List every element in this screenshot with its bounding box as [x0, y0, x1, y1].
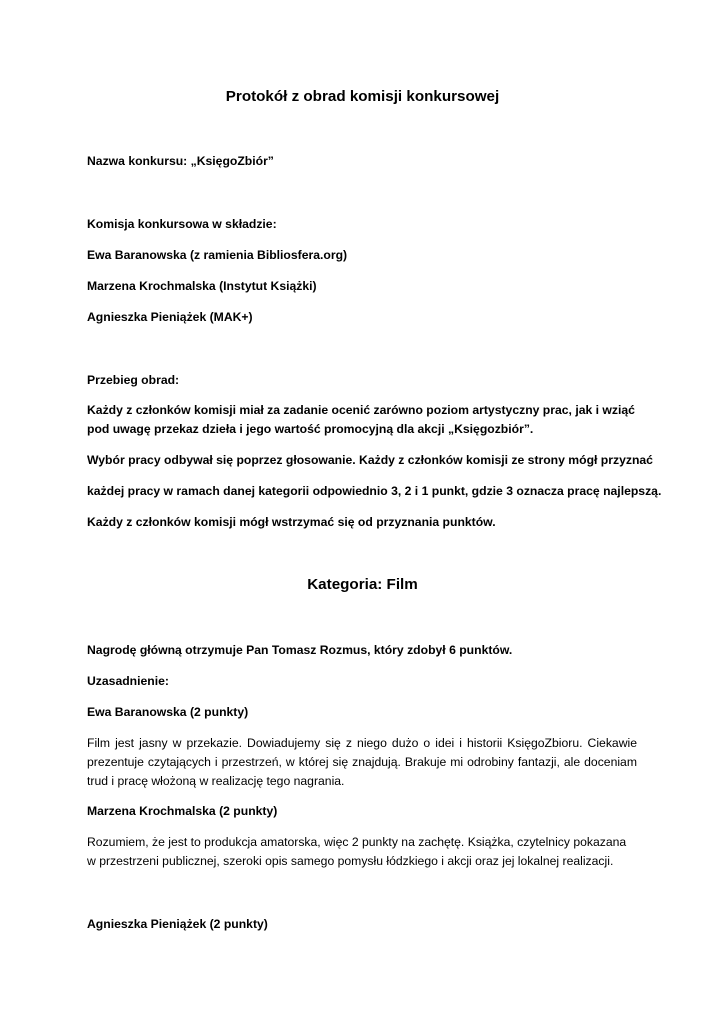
- category-heading: Kategoria: Film: [307, 576, 418, 593]
- document-title: Protokół z obrad komisji konkursowej: [225, 88, 500, 105]
- juror-name: Agnieszka Pieniążek (2 punkty): [87, 917, 268, 931]
- proceedings-paragraph: Każdy z członków komisji mógł wstrzymać się od przyznania punktów.: [87, 515, 496, 529]
- proceedings-heading: Przebieg obrad:: [87, 373, 180, 387]
- committee-member: Ewa Baranowska (z ramienia Bibliosfera.org): [87, 248, 348, 262]
- award-statement: Nagrodę główną otrzymuje Pan Tomasz Rozmus, który zdobył 6 punktów.: [87, 643, 513, 657]
- juror-review: Rozumiem, że jest to produkcja amatorska, więc 2 punkty na zachętę. Książka, czytelnicy pokazana w przestrzeni publicznej, szeroki opis samego pomysłu łódzkiego i akcji oraz jej lokalnej realizacji.: [87, 835, 627, 868]
- proceedings-paragraph: Wybór pracy odbywał się poprzez głosowanie. Każdy z członków komisji ze strony mógł przyznać: [87, 453, 653, 467]
- juror-name: Ewa Baranowska (2 punkty): [87, 705, 249, 719]
- committee-member: Marzena Krochmalska (Instytut Książki): [87, 279, 317, 293]
- proceedings-paragraph: każdej pracy w ramach danej kategorii odpowiednio 3, 2 i 1 punkt, gdzie 3 oznacza pracę najlepszą.: [87, 484, 662, 498]
- contest-name: Nazwa konkursu: „KsięgoZbiór”: [87, 154, 274, 168]
- juror-name: Marzena Krochmalska (2 punkty): [87, 804, 278, 818]
- juror-review: Film jest jasny w przekazie. Dowiadujemy się z niego dużo o idei i historii KsięgoZbioru. Ciekawie prezentuje czytających i przestrzeń, w której się znajdują. Brakuje mi odrobiny fantazji, ale doceniam trud i pracę włożoną w realizację tego nagrania.: [87, 736, 637, 788]
- committee-heading: Komisja konkursowa w składzie:: [87, 217, 277, 231]
- committee-member: Agnieszka Pieniążek (MAK+): [87, 310, 253, 324]
- proceedings-paragraph: Każdy z członków komisji miał za zadanie ocenić zarówno poziom artystyczny prac, jak i wziąć pod uwagę przekaz dzieła i jego wartość promocyjną dla akcji „Księgozbiór”.: [87, 403, 635, 436]
- justification-heading: Uzasadnienie:: [87, 674, 169, 688]
